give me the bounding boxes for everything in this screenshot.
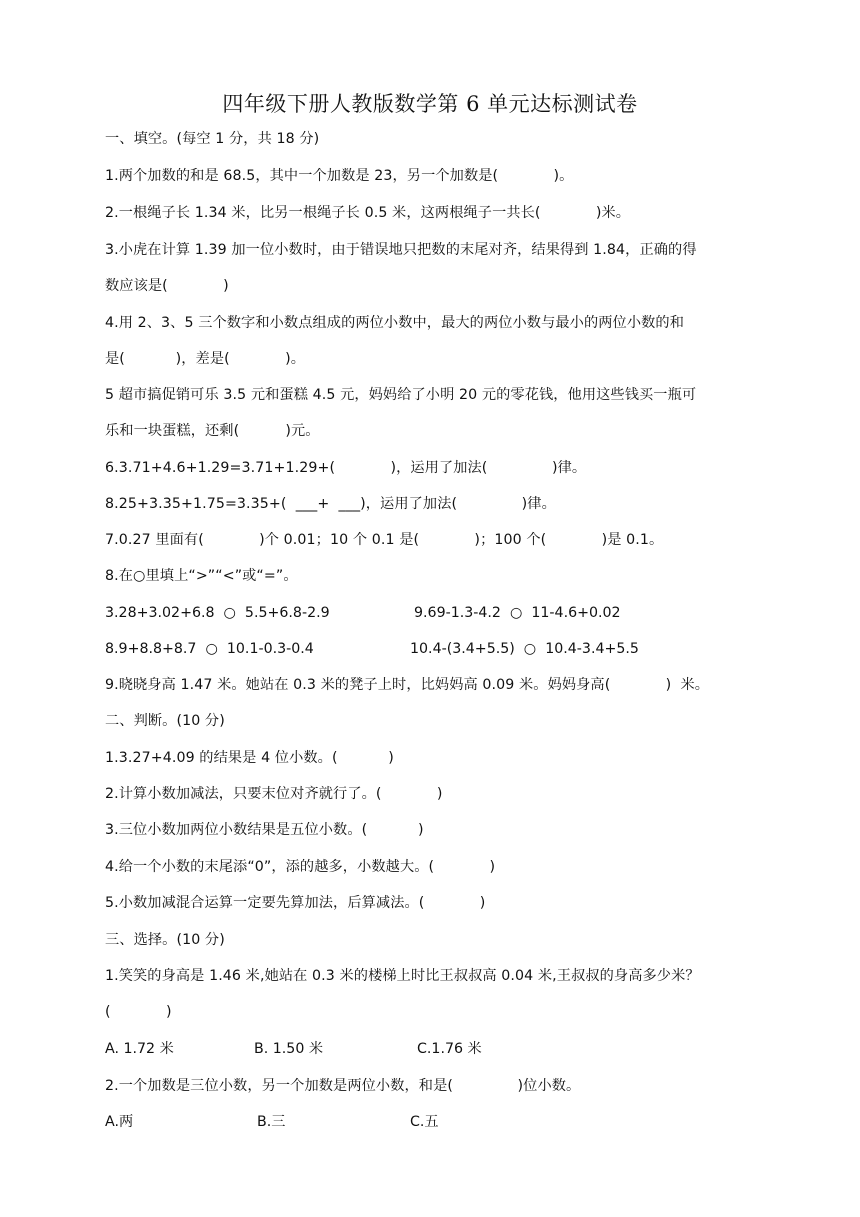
question-line: 是( )，差是( )。 <box>105 351 306 367</box>
section-heading-choice: 三、选择。(10 分) <box>105 932 225 948</box>
question-line: 3.三位小数加两位小数结果是五位小数。( ) <box>105 822 424 838</box>
question-line: 7.0.27 里面有( )个 0.01；10 个 0.1 是( )；100 个( )是 0.1。 <box>105 532 664 548</box>
compare-item: 3.28+3.02+6.8 ○ 5.5+6.8-2.9 <box>105 605 330 621</box>
question-line: 2.一个加数是三位小数，另一个加数是两位小数，和是( )位小数。 <box>105 1078 581 1094</box>
question-line: 5 超市搞促销可乐 3.5 元和蛋糕 4.5 元，妈妈给了小明 20 元的零花钱，他用这些钱买一瓶可 <box>105 387 697 403</box>
question-line: 乐和一块蛋糕，还剩( )元。 <box>105 423 320 439</box>
question-line: 4.给一个小数的末尾添“0”，添的越多，小数越大。( ) <box>105 859 496 875</box>
section-heading-fill-blank: 一、填空。(每空 1 分，共 18 分) <box>105 131 320 147</box>
question-line: 6.3.71+4.6+1.29=3.71+1.29+( )，运用了加法( )律。 <box>105 460 587 476</box>
question-line: 8.在○里填上“>”“<”或“=”。 <box>105 568 298 584</box>
compare-item: 8.9+8.8+8.7 ○ 10.1-0.3-0.4 <box>105 641 314 657</box>
question-line: 9.晓晓身高 1.47 米。她站在 0.3 米的凳子上时，比妈妈高 0.09 米。妈妈身高( ) 米。 <box>105 677 710 693</box>
compare-item: 9.69-1.3-4.2 ○ 11-4.6+0.02 <box>414 605 621 621</box>
question-line: 4.用 2、3、5 三个数字和小数点组成的两位小数中，最大的两位小数与最小的两位小数的和 <box>105 315 684 331</box>
page-title: 四年级下册人教版数学第 6 单元达标测试卷 <box>222 92 638 116</box>
question-line: 1.笑笑的身高是 1.46 米,她站在 0.3 米的楼梯上时比王叔叔高 0.04 米,王叔叔的身高多少米？ <box>105 968 700 984</box>
question-line: 5.小数加减混合运算一定要先算加法，后算减法。( ) <box>105 895 486 911</box>
option-a: A. 1.72 米 <box>105 1041 174 1057</box>
option-b: B.三 <box>257 1114 286 1130</box>
question-line: 1.3.27+4.09 的结果是 4 位小数。( ) <box>105 750 394 766</box>
question-line: 2.计算小数加减法，只要末位对齐就行了。( ) <box>105 786 443 802</box>
answer-blank: ( ) <box>105 1004 172 1020</box>
question-line: 2.一根绳子长 1.34 米，比另一根绳子长 0.5 米，这两根绳子一共长( )米。 <box>105 205 631 221</box>
question-line: 8.25+3.35+1.75=3.35+( ___+ ___)，运用了加法( )律。 <box>105 496 556 512</box>
question-line: 1.两个加数的和是 68.5，其中一个加数是 23，另一个加数是( )。 <box>105 168 574 184</box>
compare-item: 10.4-(3.4+5.5) ○ 10.4-3.4+5.5 <box>410 641 639 657</box>
option-c: C.五 <box>410 1114 439 1130</box>
question-line: 数应该是( ) <box>105 278 229 294</box>
option-a: A.两 <box>105 1114 134 1130</box>
section-heading-judge: 二、判断。(10 分) <box>105 713 225 729</box>
option-c: C.1.76 米 <box>417 1041 482 1057</box>
option-b: B. 1.50 米 <box>254 1041 324 1057</box>
question-line: 3.小虎在计算 1.39 加一位小数时，由于错误地只把数的末尾对齐，结果得到 1.84，正确的得 <box>105 242 697 258</box>
